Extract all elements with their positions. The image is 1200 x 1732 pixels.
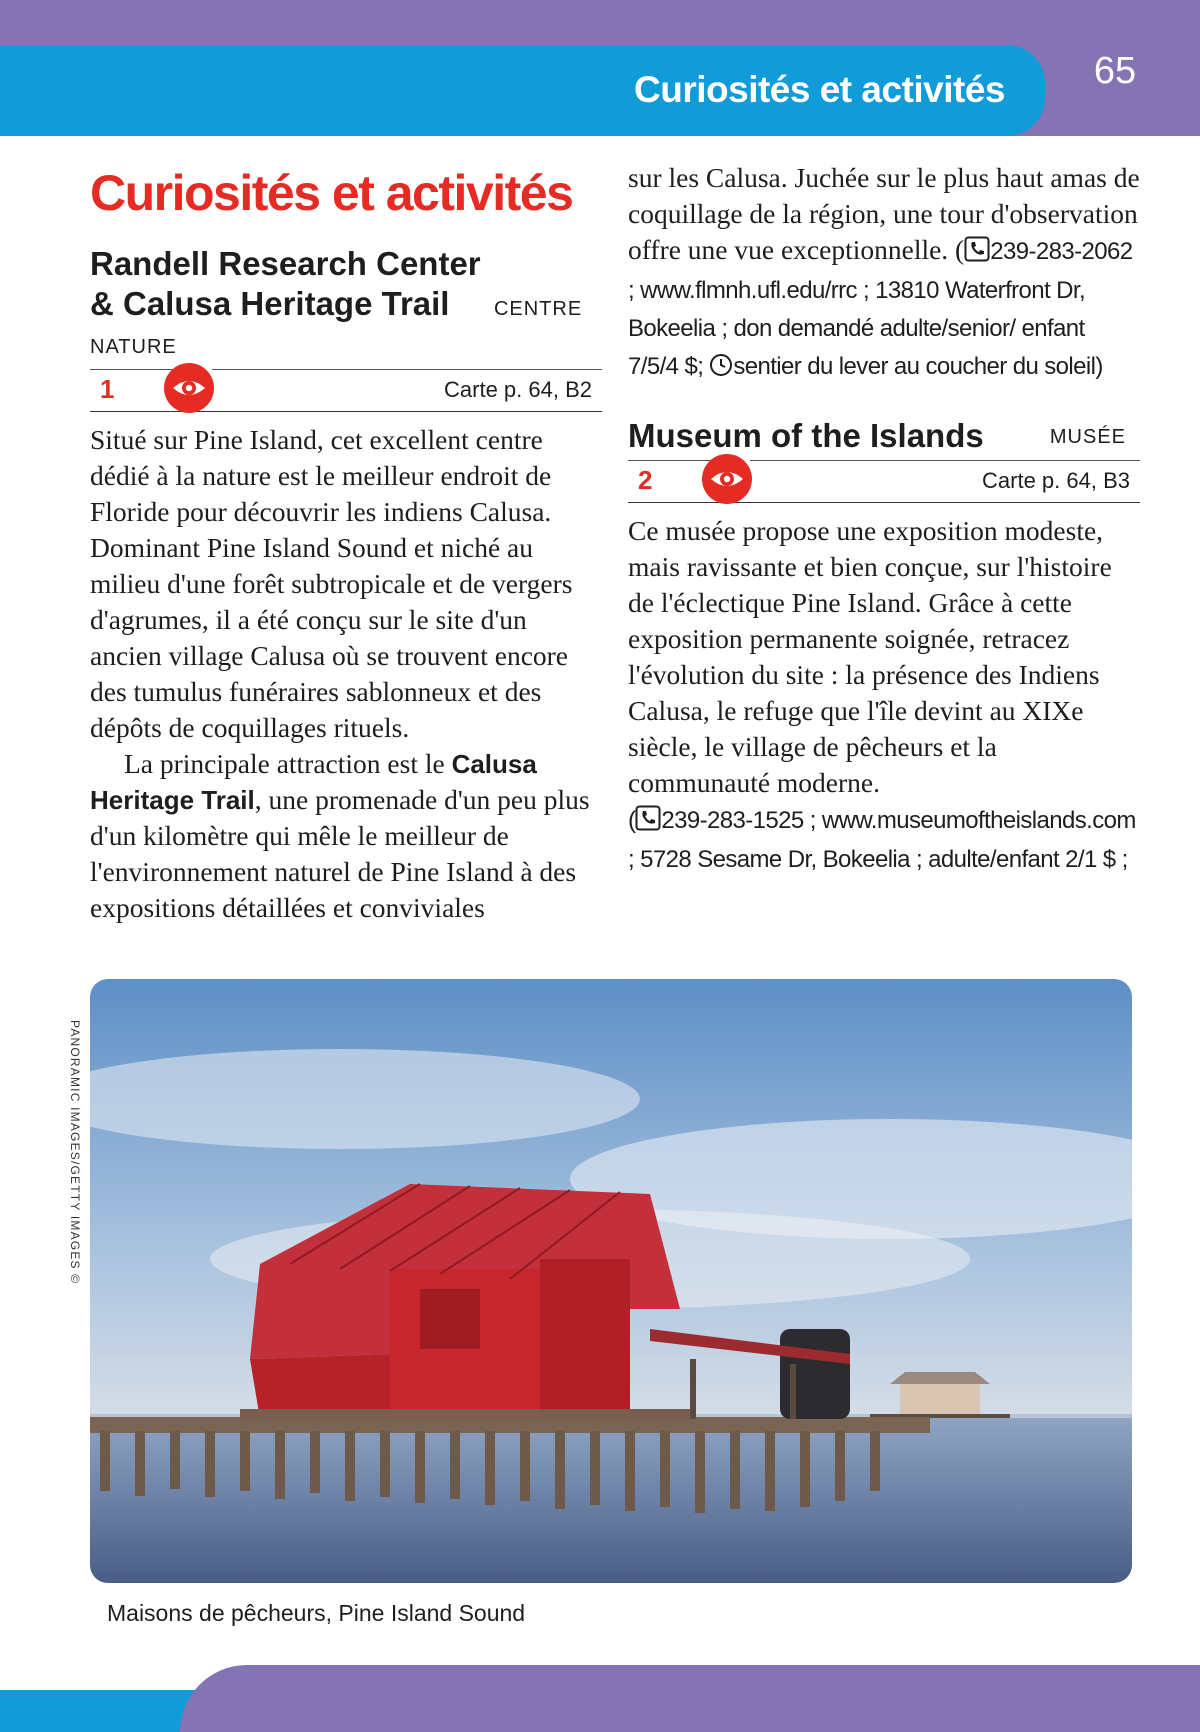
entry-name: Museum of the Islands [628,417,984,454]
phone-number: 239-283-2062 [990,238,1133,265]
entry-heading-randell [90,244,602,359]
photo-caption: Maisons de pêcheurs, Pine Island Sound [107,1600,526,1626]
left-column [90,160,602,926]
site-number: 1 [100,374,115,404]
practical-info: ; www.flmnh.ufl.edu/rrc ; 13810 Waterfront Dr, Bokeelia ; don demandé adulte/senior/ enfant 7/5/4 $; [628,277,1086,380]
site-number: 2 [638,465,653,495]
entry-heading-museum [628,416,1140,456]
entry-description: Situé sur Pine Island, cet excellent centre dédié à la nature est le meilleur endroit de Floride pour découvrir les indiens Calusa. Dominant Pine Island Sound et niché au milieu d'une forêt subtropicale et de vergers d'agrumes, il a été conçu sur le site d'un ancien village Calusa où se trouvent encore des tumulus funéraires sablonneux et des dépôts de coquillages rituels. [90,424,573,743]
entry-name: & Calusa Heritage Trail [90,285,450,322]
eye-icon [702,454,752,504]
practical-info: ( 239-283-1525 ; www.museumoftheislands.com ; 5728 Sesame Dr, Bokeelia ; adulte/enfant 2/1 $ ; [628,801,1140,878]
phone-icon [635,804,661,840]
highlight-name: Calusa Heritage Trail [90,749,537,815]
eye-icon [164,363,214,413]
right-column [628,160,1140,878]
entry-description-continued: sur les Calusa. Juchée sur le plus haut amas de coquillage de la région, une tour d'observation offre une vue exceptionnelle. ( 239-283-2062 ; www.flmnh.ufl.edu/rrc ; 13810 Waterfront Dr, Bokeelia ; don demandé adulte/senior/ enfant 7/5/4 $; sentier du lever au coucher du soleil) [628,160,1140,386]
section-header-tab [0,45,1045,136]
map-reference: Carte p. 64, B2 [444,377,592,402]
map-reference-bar [90,369,602,412]
entry-type-label: NATURE [90,336,177,358]
phone-number: 239-283-1525 [661,807,804,834]
page-title: Curiosités et activités [90,165,573,221]
clock-icon [709,350,733,386]
photo-credit: PANORAMIC IMAGES/GETTY IMAGES © [68,1020,82,1285]
opening-hours: sentier du lever au coucher du soleil) [733,353,1103,380]
phone-icon [964,235,990,271]
entry-type-label: MUSÉE [1049,426,1126,448]
map-reference: Carte p. 64, B3 [982,468,1130,493]
entry-type-label: CENTRE [493,298,583,320]
entry-name: Randell Research Center [90,245,481,282]
map-reference-bar [628,460,1140,503]
entry-description: Ce musée propose une exposition modeste, mais ravissante et bien conçue, sur l'histoire de l'éclectique Pine Island. Grâce à cette exposition permanente soignée, retracez l'évolution du site : la présence des Indiens Calusa, le refuge que l'île devint au XIXe siècle, le village de pêcheurs et la communauté moderne. [628,515,1112,798]
footer-band [180,1665,1200,1732]
entry-description: La principale attraction est le Calusa Heritage Trail, une promenade d'un peu plus d'un kilomètre qui mêle le meilleur de l'environnement naturel de Pine Island à des expositions détaillées et conviviales [90,748,590,923]
photo-fishermen-houses [90,979,1132,1583]
header-section-title: Curiosités et activités [634,69,1005,110]
page-number: 65 [1093,50,1137,92]
